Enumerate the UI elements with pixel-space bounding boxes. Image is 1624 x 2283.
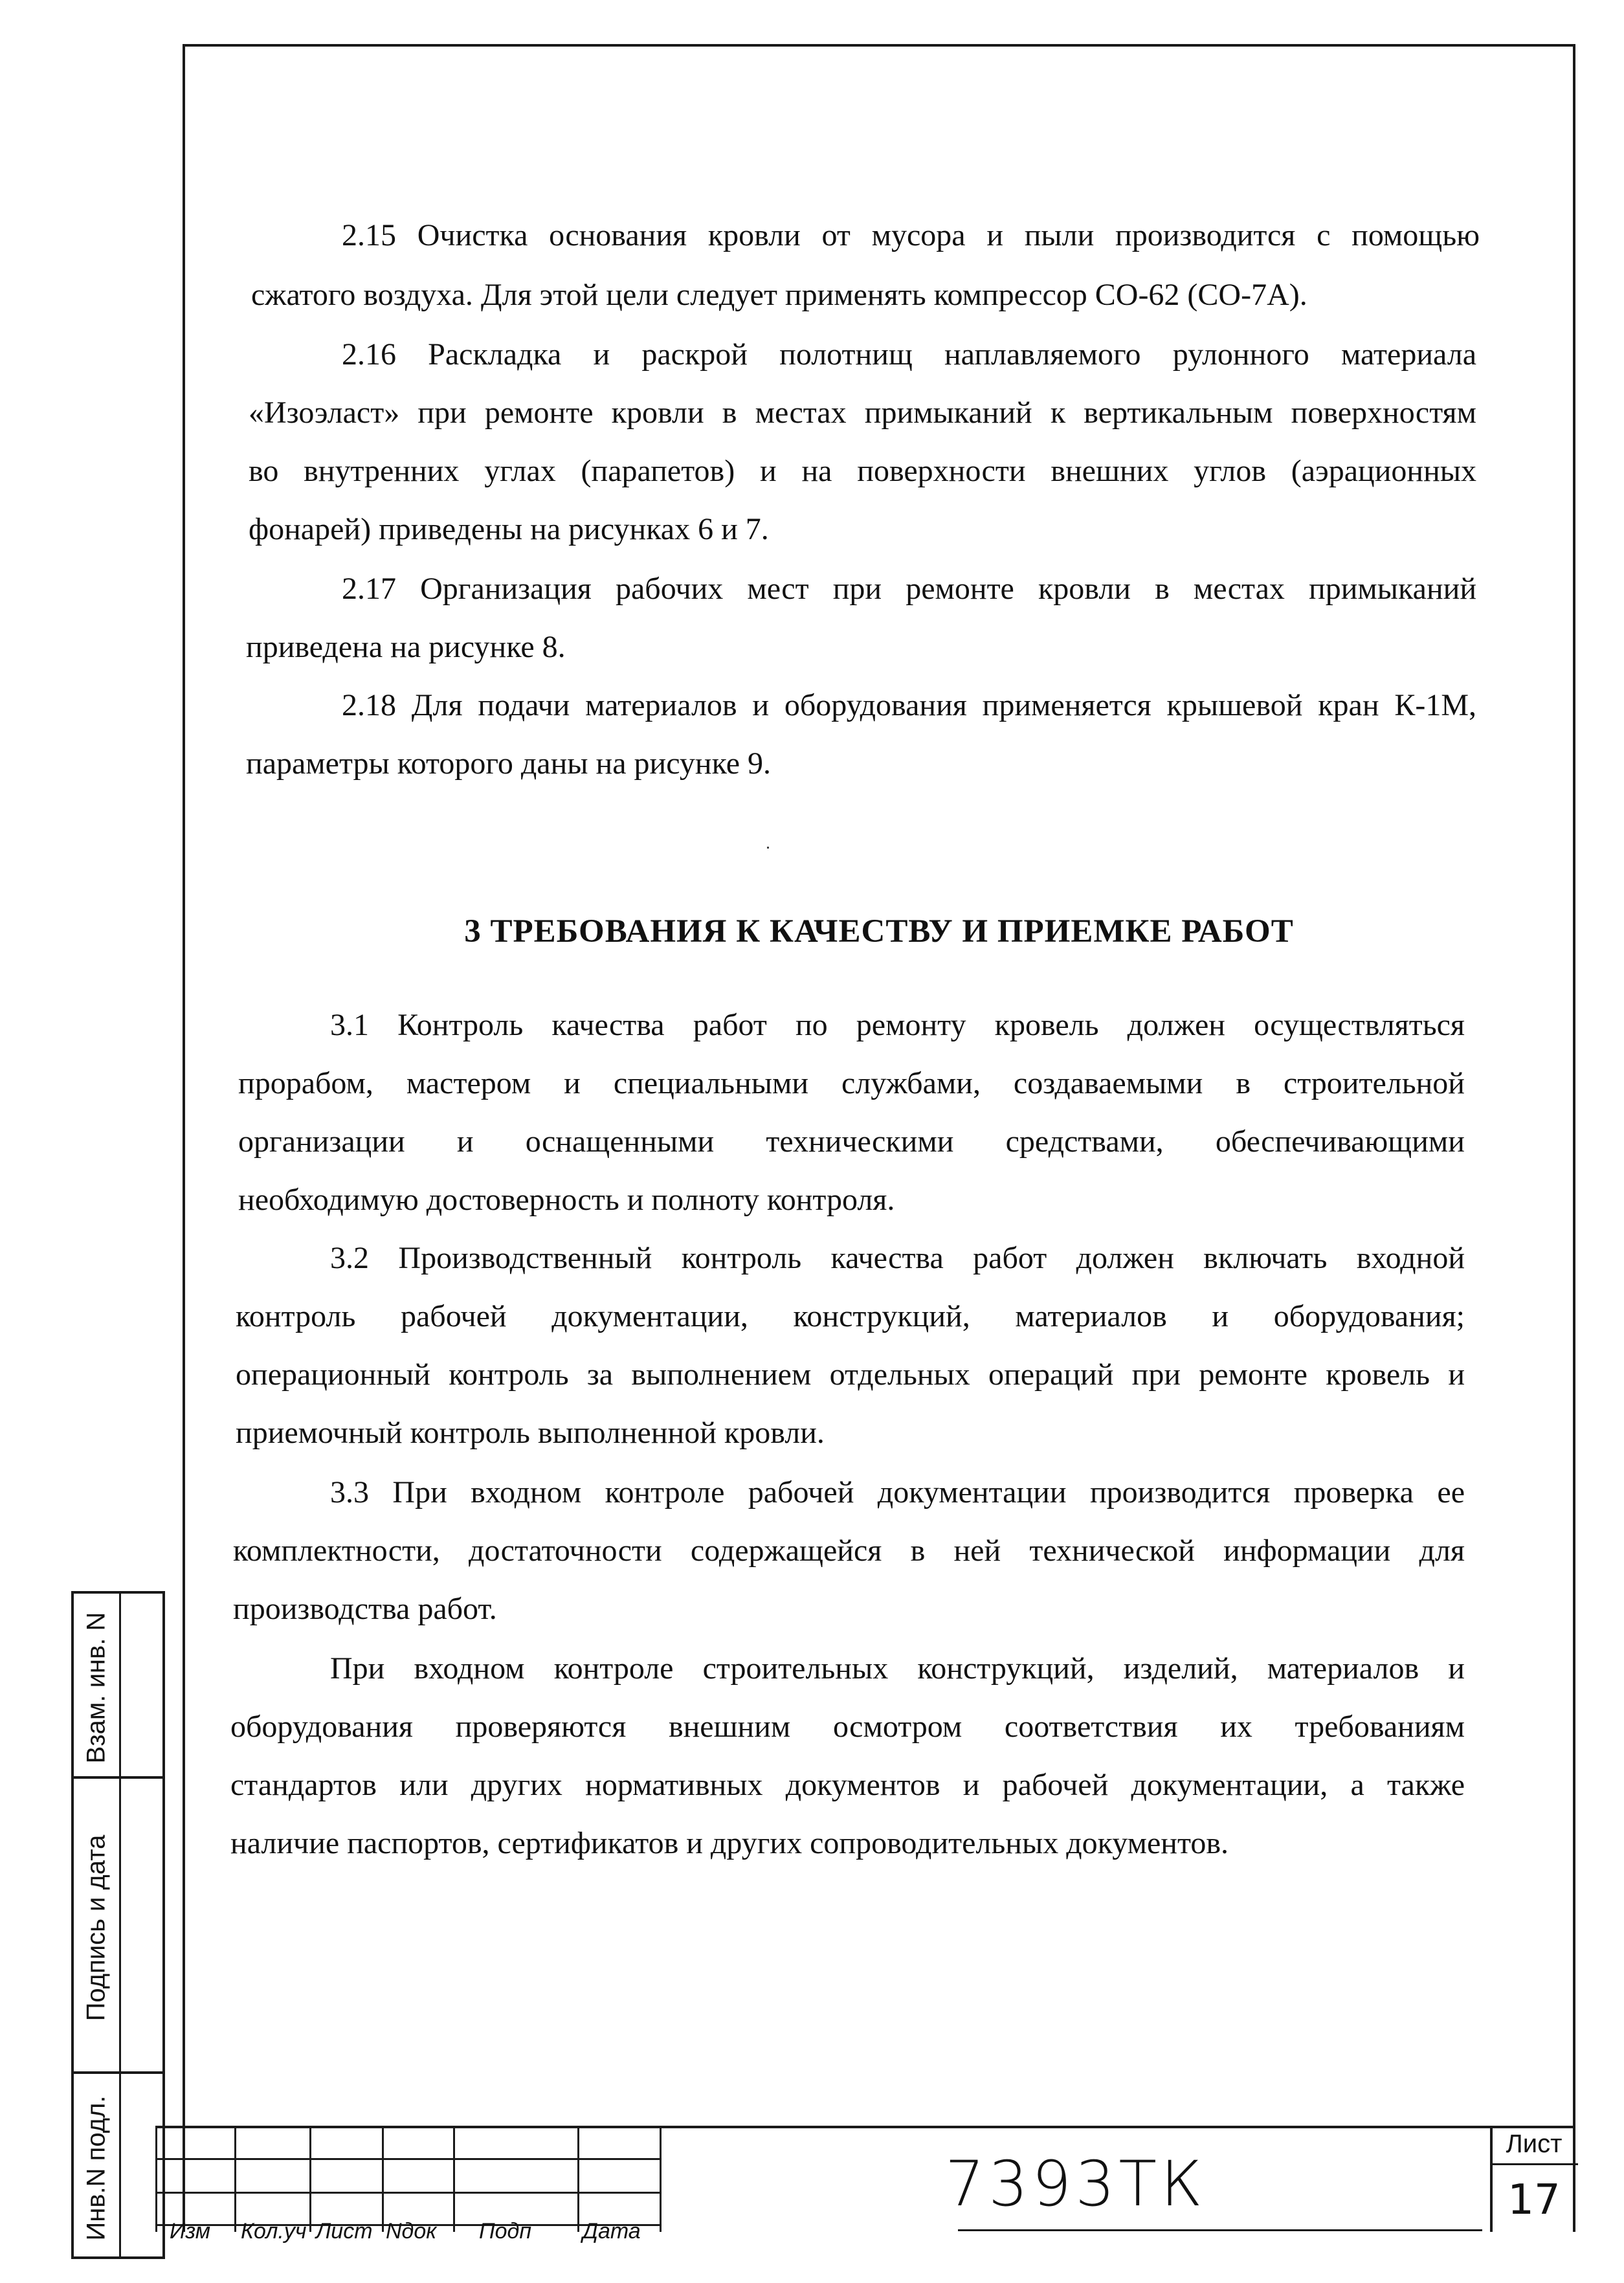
side-label-vzam: Взам. инв. N [82,1612,111,1763]
para-2-17-line-2: приведена на рисунке 8. [246,630,566,664]
para-2-16-line-4: фонарей) приведены на рисунках 6 и 7. [249,512,769,546]
para-3-4-line-3: стандартов или других нормативных документов и рабочей документации, а также [230,1768,1465,1802]
para-2-15-line-2: сжатого воздуха. Для этой цели следует применять компрессор СО-62 (СО-7А). [251,278,1307,312]
para-3-2-line-2: контроль рабочей документации, конструкций, материалов и оборудования; [236,1299,1465,1333]
col-kol-uch: Кол.уч [241,2219,307,2244]
para-3-3-line-1: 3.3 При входном контроле рабочей документации производится проверка ее [330,1475,1465,1509]
para-2-16-line-1: 2.16 Раскладка и раскрой полотнищ наплавляемого рулонного материала [342,337,1476,372]
para-3-2-line-4: приемочный контроль выполненной кровли. [236,1416,825,1450]
title-block-grid [155,2126,662,2229]
doc-code-underline [958,2229,1482,2231]
para-3-1-line-4: необходимую достоверность и полноту контроля. [238,1183,895,1217]
side-label-podpis: Подпись и дата [82,1834,111,2021]
para-3-4-line-1: При входном контроле строительных конструкций, изделий, материалов и [330,1651,1465,1686]
col-podp: Подп [479,2219,532,2244]
sheet-number: 17 [1507,2176,1561,2224]
para-3-4-line-2: оборудования проверяются внешним осмотром соответствия их требованиям [230,1709,1465,1744]
para-2-18-line-1: 2.18 Для подачи материалов и оборудования применяется крышевой кран К-1М, [342,688,1476,722]
para-2-15-line-1: 2.15 Очистка основания кровли от мусора и пыли производится с помощью [342,218,1480,252]
side-cell-podpis [71,1776,165,2074]
para-3-1-line-3: организации и оснащенными техническими средствами, обеспечивающими [238,1124,1465,1159]
stray-dot [767,847,769,849]
para-3-3-line-3: производства работ. [233,1592,497,1626]
para-3-4-line-4: наличие паспортов, сертификатов и других сопроводительных документов. [230,1826,1229,1860]
col-data: Дата [583,2219,641,2244]
para-2-18-line-2: параметры которого даны на рисунке 9. [246,746,772,781]
sheet-label: Лист [1506,2130,1563,2158]
col-ndok: Nдок [386,2219,437,2244]
para-2-16-line-3: во внутренних углах (парапетов) и на поверхности внешних углов (аэрационных [249,454,1476,488]
col-izm: Изм [170,2219,211,2244]
para-2-17-line-1: 2.17 Организация рабочих мест при ремонте кровли в местах примыканий [342,572,1476,606]
para-3-3-line-2: комплектности, достаточности содержащейся в ней технической информации для [233,1533,1465,1568]
col-list: Лист [316,2219,373,2244]
side-cell-vzam [71,1591,165,1779]
document-code: 7393ТК [945,2148,1207,2220]
para-3-1-line-1: 3.1 Контроль качества работ по ремонту кровель должен осуществляться [330,1008,1465,1042]
para-3-1-line-2: прорабом, мастером и специальными службами, создаваемыми в строительной [238,1066,1465,1100]
section-heading: 3 ТРЕБОВАНИЯ К КАЧЕСТВУ И ПРИЕМКЕ РАБОТ [464,913,1294,950]
para-3-2-line-3: операционный контроль за выполнением отдельных операций при ремонте кровель и [236,1357,1465,1392]
para-2-16-line-2: «Изоэласт» при ремонте кровли в местах примыканий к вертикальным поверхностям [249,395,1476,430]
side-label-inv: Инв.N подл. [82,2095,111,2241]
side-cell-inv [71,2071,165,2259]
para-3-2-line-1: 3.2 Производственный контроль качества работ должен включать входной [330,1241,1465,1275]
